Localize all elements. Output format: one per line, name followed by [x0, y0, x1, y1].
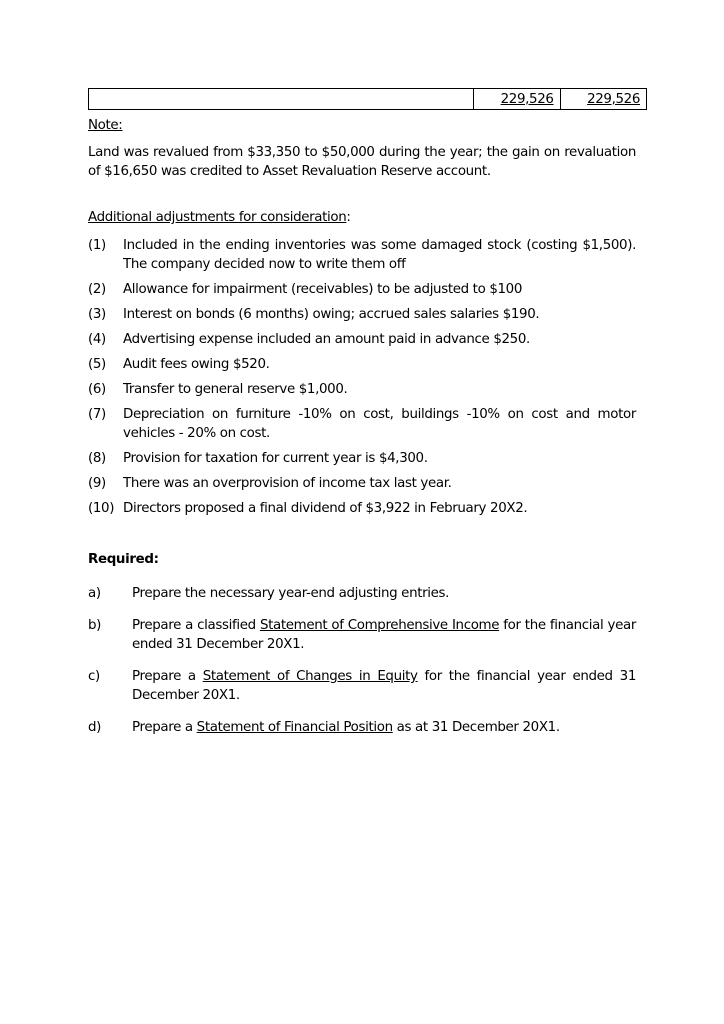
note-title: Note:: [88, 118, 123, 133]
required-letter: a): [88, 586, 101, 601]
adjustment-text: Depreciation on furniture -10% on cost, buildings -10% on cost and motor vehicles - 20% on cost.: [123, 407, 636, 441]
adjustment-item: [88, 405, 636, 443]
adjustment-text: Audit fees owing $520.: [123, 357, 270, 372]
required-text-end: for the financial year ended 31 December 20X1.: [132, 618, 636, 652]
adjustment-number: (10): [88, 501, 115, 516]
note-body: Land was revalued from $33,350 to $50,000 during the year; the gain on revaluation of $16,650 was credited to Asset Revaluation Reserve account.: [88, 145, 636, 179]
adjustment-text: Directors proposed a final dividend of $3,922 in February 20X2.: [123, 501, 528, 516]
adjustment-item: [88, 449, 636, 468]
adjustments-list: [88, 236, 636, 524]
adjustments-title: [88, 210, 351, 225]
required-text-end: as at 31 December 20X1.: [392, 720, 560, 735]
adjustment-item: [88, 499, 636, 518]
required-title: Required:: [88, 552, 159, 567]
required-text: Prepare a classified: [132, 618, 260, 633]
adjustment-number: (7): [88, 407, 106, 422]
required-text-end: for the financial year ended 31 December 20X1.: [132, 669, 636, 703]
adjustment-text: Provision for taxation for current year is $4,300.: [123, 451, 428, 466]
statement-name: Statement of Financial Position: [196, 720, 393, 735]
total-debit-value: 229,526: [500, 91, 554, 107]
adjustment-text: There was an overprovision of income tax last year.: [123, 476, 452, 491]
adjustment-text: Transfer to general reserve $1,000.: [123, 382, 348, 397]
adjustment-text: Interest on bonds (6 months) owing; accrued sales salaries $190.: [123, 307, 540, 322]
adjustments-title-text: Additional adjustments for consideration: [88, 210, 347, 225]
required-text: Prepare a: [132, 720, 197, 735]
adjustment-item: [88, 236, 636, 274]
adjustment-item: [88, 474, 636, 493]
statement-name: Statement of Changes in Equity: [202, 669, 418, 684]
required-item: [88, 718, 636, 737]
required-item: [88, 616, 636, 654]
adjustment-number: (9): [88, 476, 106, 491]
adjustment-number: (6): [88, 382, 106, 397]
required-text: Prepare the necessary year-end adjusting entries.: [132, 586, 450, 601]
total-credit-value: 229,526: [587, 91, 640, 107]
adjustment-item: [88, 280, 636, 299]
adjustment-text: Included in the ending inventories was some damaged stock (costing $1,500). The company decided now to write them off: [123, 238, 636, 272]
required-item: [88, 667, 636, 705]
adjustment-number: (3): [88, 307, 106, 322]
adjustment-item: [88, 330, 636, 349]
adjustment-text: Allowance for impairment (receivables) to be adjusted to $100: [123, 282, 522, 297]
statement-name: Statement of Comprehensive Income: [259, 618, 500, 633]
required-letter: d): [88, 720, 102, 735]
required-letter: b): [88, 618, 102, 633]
adjustment-number: (4): [88, 332, 106, 347]
total-debit-cell: [474, 89, 560, 110]
adjustment-number: (5): [88, 357, 106, 372]
total-credit-cell: [560, 89, 646, 110]
required-letter: c): [88, 669, 100, 684]
adjustment-item: [88, 305, 636, 324]
adjustment-item: [88, 380, 636, 399]
required-text: Prepare a: [132, 669, 203, 684]
totals-table: [88, 88, 647, 110]
adjustments-title-colon: :: [346, 210, 351, 225]
adjustment-number: (2): [88, 282, 106, 297]
totals-row: [89, 89, 647, 110]
required-item: [88, 584, 636, 603]
adjustment-number: (8): [88, 451, 106, 466]
adjustment-item: [88, 355, 636, 374]
required-list: [88, 584, 636, 750]
totals-label-cell: [89, 89, 474, 110]
adjustment-number: (1): [88, 238, 106, 253]
adjustment-text: Advertising expense included an amount paid in advance $250.: [123, 332, 530, 347]
